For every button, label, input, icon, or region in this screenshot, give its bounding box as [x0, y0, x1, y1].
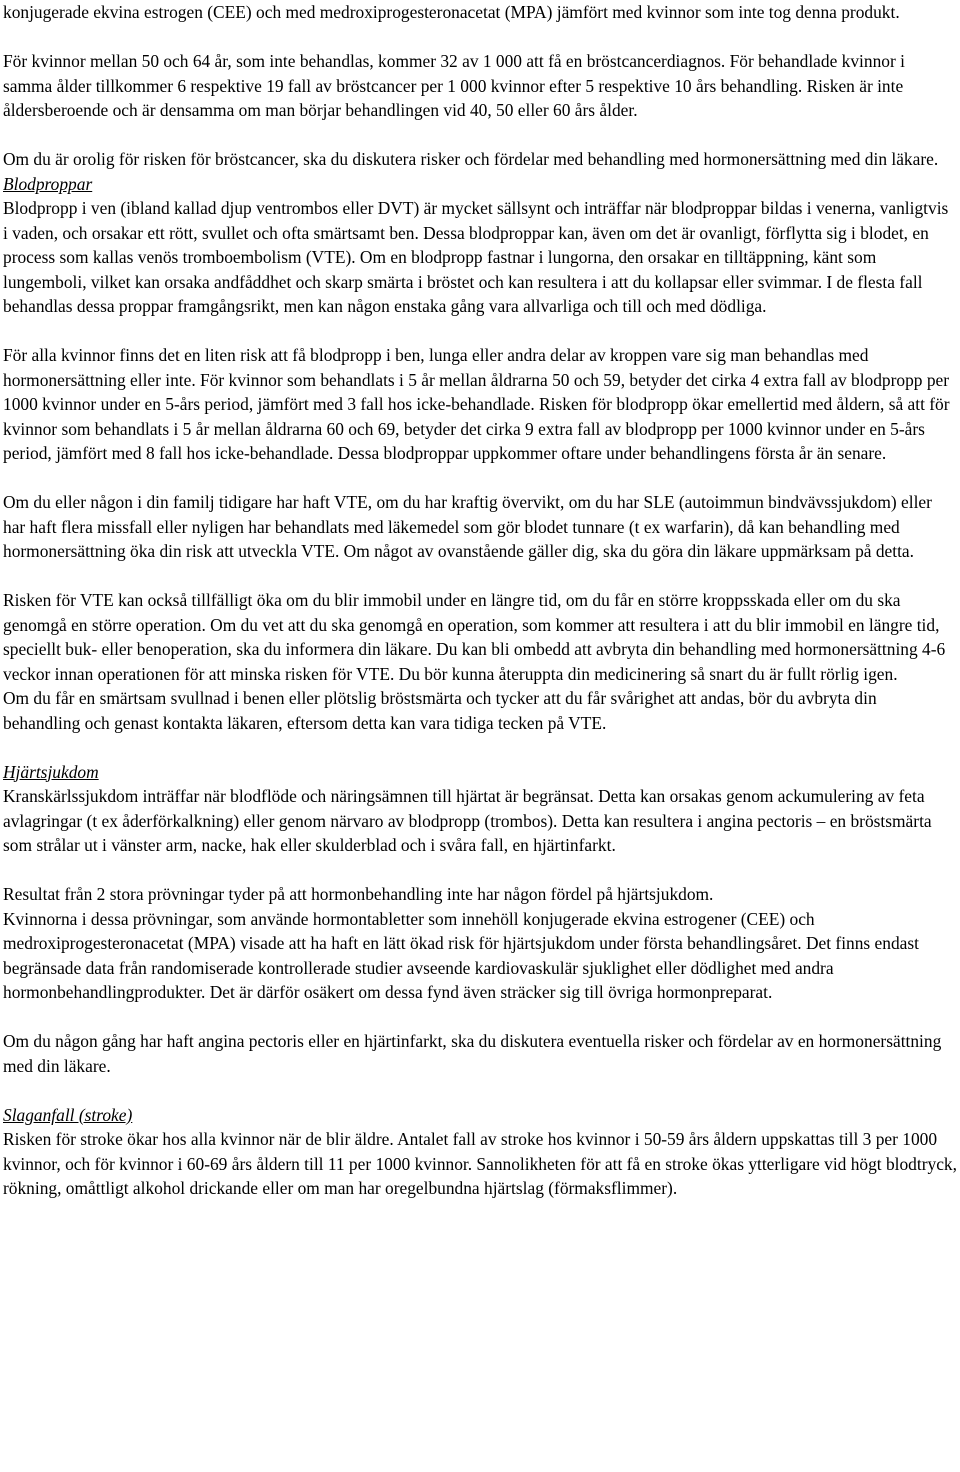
document-page — [3, 0, 957, 1201]
paragraph-spacer — [3, 25, 957, 50]
paragraph-vte-symptoms: Om du får en smärtsam svullnad i benen eller plötslig bröstsmärta och tycker att du får svårighet att andas, bör du avbryta din behandling och genast kontakta läkaren, eftersom detta kan vara tidiga tecken på VTE. — [3, 688, 877, 733]
section-heading-stroke: Slaganfall (stroke) — [3, 1104, 133, 1125]
paragraph-coronary-disease: Kranskärlssjukdom inträffar när blodflöde och näringsämnen till hjärtat är begränsat. Detta kan orsakas genom ackumulering av feta avlagringar (t ex åderförkalkning) eller genom närvaro av blodpropp (trombos). Detta kan resultera i angina pectoris – en bröstsmärta som strålar ut i vänster arm, nacke, hak eller skulderblad och i svåra fall, en hjärtinfarkt. — [3, 786, 932, 855]
paragraph-breast-cancer-advice: Om du är orolig för risken för bröstcancer, ska du diskutera risker och fördelar med behandling med hormonersättning med din läkare. — [3, 149, 939, 169]
paragraph-trial-results: Resultat från 2 stora prövningar tyder på att hormonbehandling inte har någon fördel på hjärtsjukdom. — [3, 884, 714, 904]
paragraph-spacer — [3, 1078, 957, 1103]
paragraph-clot-risk-statistics: För alla kvinnor finns det en liten risk att få blodpropp i ben, lunga eller andra delar av kroppen vare sig man behandlas med hormonersättning eller inte. För kvinnor som behandlats i 5 år mellan åldrarna 50 och 59, betyder det cirka 4 extra fall av blodpropp per 1000 kvinnor under en 5-års period, jämfört med 3 fall hos icke-behandlade. Risken för blodpropp ökar emellertid med åldern, så att för kvinnor som behandlats i 5 år mellan åldrarna 60 och 69, betyder det cirka 9 extra fall av blodpropp per 1000 kvinnor under en 5-års period, jämfört med 8 fall hos icke-behandlade. Dessa blodproppar uppkommer oftare under behandlingens första år än senare. — [3, 345, 950, 463]
paragraph-angina-advice: Om du någon gång har haft angina pectoris eller en hjärtinfarkt, ska du diskutera eventuella risker och fördelar av en hormonersättning med din läkare. — [3, 1031, 942, 1076]
paragraph-spacer — [3, 123, 957, 148]
paragraph-stroke-risk: Risken för stroke ökar hos alla kvinnor när de blir äldre. Antalet fall av stroke hos kvinnor i 50-59 års åldern uppskattas till 3 per 1000 kvinnor, och för kvinnor i 60-69 års åldern till 11 per 1000 kvinnor. Sannolikheten för att få en stroke ökas ytterligare vid högt blodtryck, rökning, omåttligt alkohol drickande eller om man har oregelbundna hjärtslag (förmaksflimmer). — [3, 1129, 957, 1198]
paragraph-spacer — [3, 1005, 957, 1030]
paragraph-spacer — [3, 858, 957, 883]
paragraph-trial-women: Kvinnorna i dessa prövningar, som använde hormontabletter som innehöll konjugerade ekvina estrogener (CEE) och medroxiprogesteronacetat (MPA) visade att ha haft en lätt ökad risk för hjärtsjukdom under första behandlingsåret. Det finns endast begränsade data från randomiserade kontrollerade studier avseende kardiovaskulär sjuklighet eller dödlighet med andra hormonbehandlingprodukter. Det är därför osäkert om dessa fynd även sträcker sig till övriga hormonpreparat. — [3, 908, 919, 1002]
paragraph-breast-cancer-risk: För kvinnor mellan 50 och 64 år, som inte behandlas, kommer 32 av 1 000 att få en bröstcancerdiagnos. För behandlade kvinnor i samma ålder tillkommer 6 respektive 19 fall av bröstcancer per 1 000 kvinnor efter 5 respektive 10 års behandling. Risken är inte åldersberoende och är densamma om man börjar behandlingen vid 40, 50 eller 60 års ålder. — [3, 51, 905, 120]
paragraph-vte-risk-factors: Om du eller någon i din familj tidigare har haft VTE, om du har kraftig övervikt, om du har SLE (autoimmun bindvävssjukdom) eller har haft flera missfall eller nyligen har behandlats med läkemedel som gör blodet tunnare (t ex warfarin), då kan behandling med hormonersättning öka din risk att utveckla VTE. Om något av ovanstående gäller dig, ska du göra din läkare uppmärksam på detta. — [3, 492, 932, 561]
paragraph-spacer — [3, 319, 957, 344]
paragraph-intro-continuation: konjugerade ekvina estrogen (CEE) och med medroxiprogesteronacetat (MPA) jämfört med kvinnor som inte tog denna produkt. — [3, 2, 900, 22]
section-heading-blood-clots: Blodproppar — [3, 173, 93, 194]
section-heading-heart-disease: Hjärtsjukdom — [3, 761, 99, 782]
paragraph-vte-immobility: Risken för VTE kan också tillfälligt öka om du blir immobil under en längre tid, om du får en större kroppsskada eller om du ska genomgå en större operation. Om du vet att du ska genomgå en operation, som kommer att resultera i att du blir immobil en längre tid, speciellt buk- eller benoperation, ska du informera din läkare. Du kan bli ombedd att avbryta din behandling med hormonersättning 4-6 veckor innan operationen för att minska risken för VTE. Du bör kunna återuppta din medicinering så snart du är fullt rörlig igen. — [3, 590, 946, 684]
paragraph-spacer — [3, 735, 957, 760]
paragraph-dvt-description: Blodpropp i ven (ibland kallad djup ventrombos eller DVT) är mycket sällsynt och inträffar när blodproppar bildas i venerna, vanligtvis i vaden, och orsakar ett rött, svullet och ofta smärtsamt ben. Dessa blodproppar kan, även om det är ovanligt, förflytta sig i blodet, en process som kallas venös tromboembolism (VTE). Om en blodpropp fastnar i lungorna, den orsakar en tilltäppning, känt som lungemboli, vilket kan orsaka andfåddhet och skarp smärta i bröstet och kan resultera i att du kollapsar eller svimmar. I de flesta fall behandlas dessa proppar framgångsrikt, men kan någon enstaka gång vara allvarliga och till och med dödliga. — [3, 198, 949, 316]
paragraph-spacer — [3, 564, 957, 589]
paragraph-spacer — [3, 466, 957, 491]
